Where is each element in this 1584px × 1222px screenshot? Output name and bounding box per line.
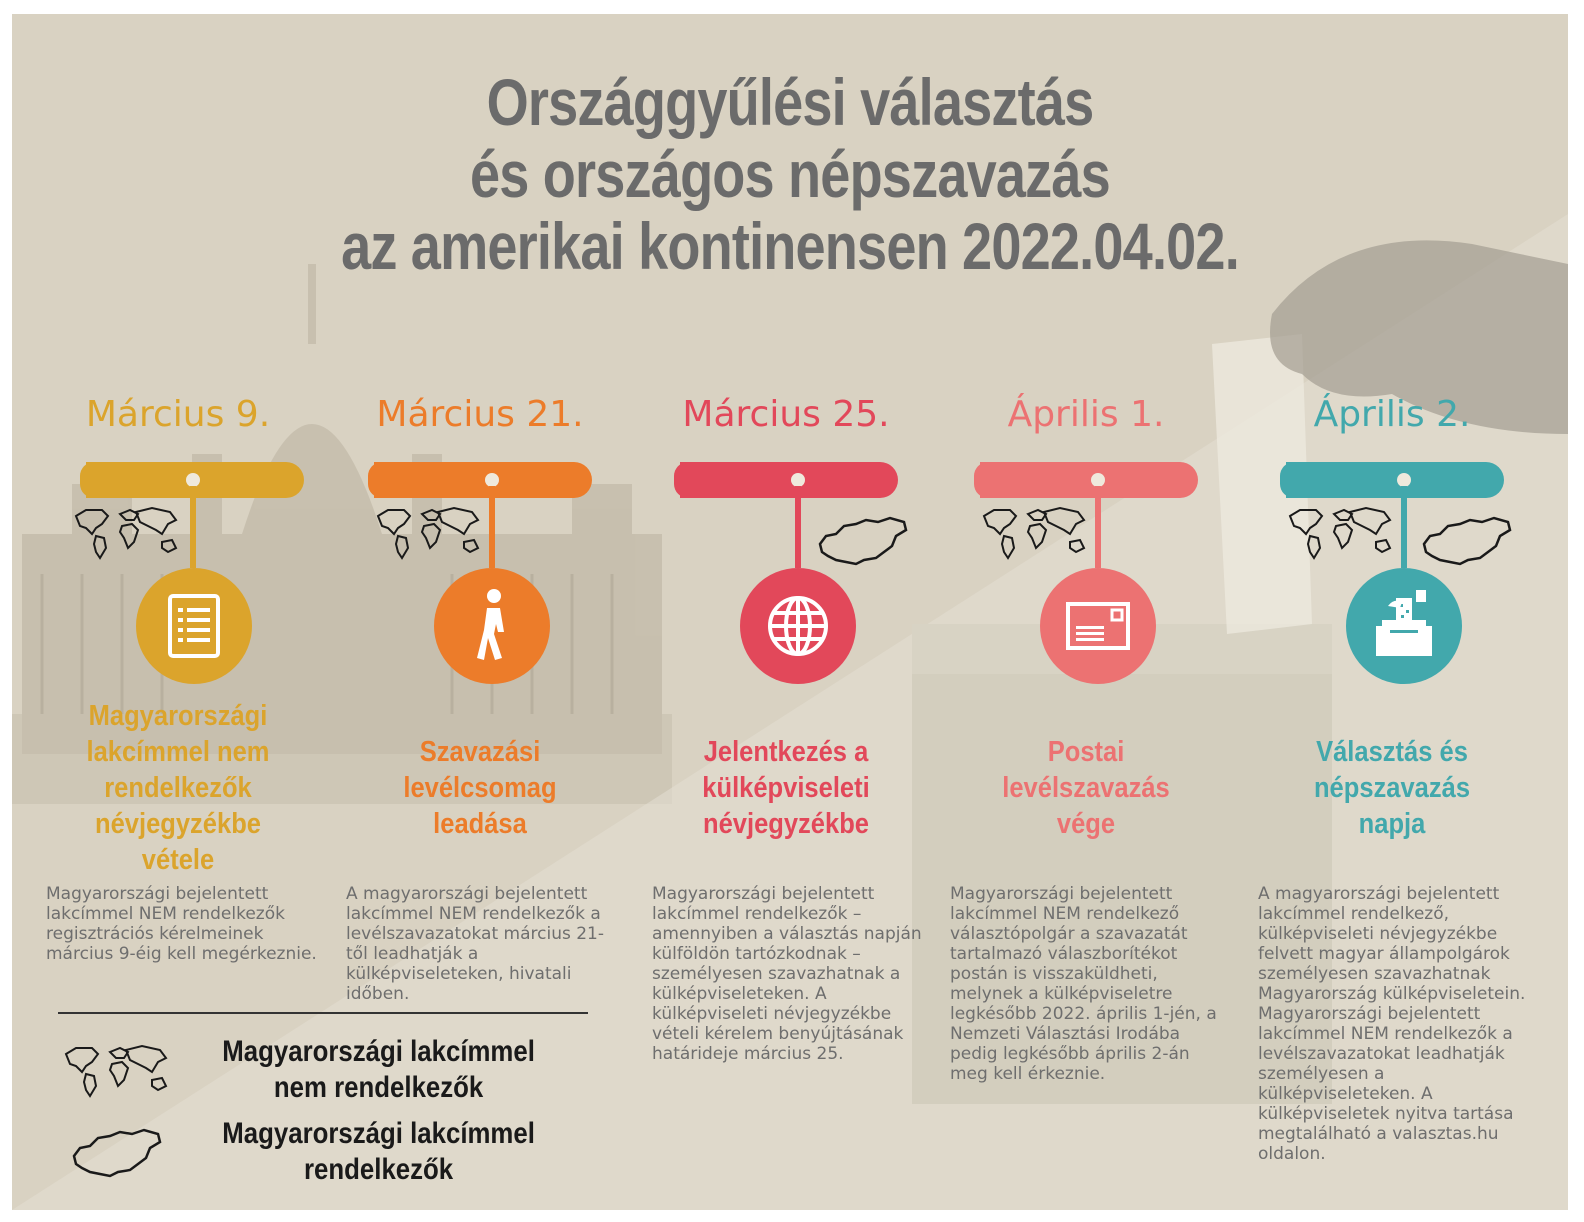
world-map-icon bbox=[980, 504, 1090, 562]
heading-line: vége bbox=[1056, 808, 1116, 840]
envelope-icon bbox=[1040, 568, 1156, 684]
heading-line: Szavazási bbox=[419, 736, 541, 768]
step-description: Magyarországi bejelentett lakcímmel NEM rendelkezők regisztrációs kérelmeinek március 9-éig kell megérkeznie. bbox=[46, 884, 317, 964]
step-heading bbox=[1260, 734, 1524, 842]
heading-line: népszavazás bbox=[1313, 772, 1471, 804]
infographic-canvas bbox=[12, 14, 1568, 1210]
list-document-icon bbox=[136, 568, 252, 684]
ribbon-hole bbox=[791, 473, 805, 487]
world-map-icon bbox=[374, 504, 484, 562]
step-date: Április 2. bbox=[1313, 394, 1471, 435]
hungary-map-icon bbox=[70, 1126, 164, 1180]
step-date: Április 1. bbox=[1007, 394, 1165, 435]
legend-line: nem rendelkezők bbox=[273, 1071, 484, 1104]
hungary-map-icon bbox=[1420, 514, 1514, 568]
timeline-ribbon bbox=[980, 462, 1198, 498]
walking-person-icon bbox=[434, 568, 550, 684]
ribbon-stem bbox=[1095, 486, 1101, 568]
heading-line: rendelkezők bbox=[104, 772, 252, 804]
ribbon-hole bbox=[186, 473, 200, 487]
heading-line: levélszavazás bbox=[1002, 772, 1170, 804]
legend-line: Magyarországi lakcímmel bbox=[222, 1117, 535, 1150]
heading-line: névjegyzékbe bbox=[703, 808, 869, 840]
heading-line: leadása bbox=[433, 808, 527, 840]
step-date: Március 9. bbox=[85, 394, 271, 435]
timeline-ribbon bbox=[680, 462, 898, 498]
legend-hungary-label bbox=[198, 1116, 559, 1188]
step-heading bbox=[46, 698, 310, 878]
step-heading bbox=[654, 734, 918, 842]
heading-line: Jelentkezés a bbox=[703, 736, 869, 768]
step-heading bbox=[954, 734, 1218, 842]
step-icon-circle bbox=[136, 568, 252, 684]
heading-line: névjegyzékbe bbox=[95, 808, 261, 840]
hungary-map-icon bbox=[816, 514, 910, 568]
heading-line: napja bbox=[1358, 808, 1426, 840]
legend-line: rendelkezők bbox=[304, 1153, 454, 1186]
step-description: A magyarországi bejelentett lakcímmel NEM rendelkezők a levélszavazatokat március 21-től leadhatják a külképviseleteken, hivatali időben. bbox=[346, 884, 605, 1004]
ballot-box-icon bbox=[1346, 568, 1462, 684]
step-icon-circle bbox=[740, 568, 856, 684]
ribbon-stem bbox=[190, 486, 196, 568]
world-map-icon bbox=[62, 1042, 172, 1100]
step-description: Magyarországi bejelentett lakcímmel NEM rendelkező választópolgár a szavazatát tartalmazó válaszborítékot postán is visszaküldheti, melynek a külképviseletre legkésőbb 2022. április 1-jén, a Nemzeti Választási Irodába pedig legkésőbb április 2-án meg kell érkeznie. bbox=[950, 884, 1217, 1084]
title-line-3: az amerikai kontinensen 2022.04.02. bbox=[341, 209, 1239, 283]
world-map-icon bbox=[1286, 504, 1396, 562]
step-date: Március 21. bbox=[376, 394, 584, 435]
ribbon-hole bbox=[1091, 473, 1105, 487]
step-description: Magyarországi bejelentett lakcímmel rendelkezők – amennyiben a választás napján külföldön tartózkodnak – személyesen szavazhatnak a külképviseleteken. A külképviseleti névjegyzékbe vételi kérelem benyújtásának határideje március 25. bbox=[652, 884, 922, 1064]
heading-line: levélcsomag bbox=[403, 772, 557, 804]
heading-line: Választás és bbox=[1316, 736, 1468, 768]
step-icon-circle bbox=[1346, 568, 1462, 684]
step-description: A magyarországi bejelentett lakcímmel rendelkező, külképviseleti névjegyzékbe felvett magyar állampolgárok személyesen szavazhatnak Magyarország külképviseletein. Magyarországi bejelentett lakcímmel NEM rendelkezők a levélszavazatokat leadhatják személyesen a külképviseleteken. A külképviseletek nyitva tartása megtalálható a valasztas.hu oldalon. bbox=[1258, 884, 1526, 1164]
globe-icon bbox=[740, 568, 856, 684]
ribbon-stem bbox=[1401, 486, 1407, 568]
step-date: Március 25. bbox=[682, 394, 890, 435]
ribbon-stem bbox=[489, 486, 495, 568]
legend-divider bbox=[58, 1012, 588, 1014]
step-icon-circle bbox=[434, 568, 550, 684]
timeline-ribbon bbox=[1286, 462, 1504, 498]
timeline-ribbon bbox=[374, 462, 592, 498]
page-title bbox=[152, 66, 1428, 282]
title-line-2: és országos népszavazás bbox=[470, 137, 1110, 211]
heading-line: külképviseleti bbox=[702, 772, 870, 804]
ribbon-hole bbox=[1397, 473, 1411, 487]
ribbon-hole bbox=[485, 473, 499, 487]
heading-line: lakcímmel nem bbox=[86, 736, 270, 768]
step-heading bbox=[348, 734, 612, 842]
legend-line: Magyarországi lakcímmel bbox=[222, 1035, 535, 1068]
heading-line: Magyarországi bbox=[88, 700, 268, 732]
world-map-icon bbox=[72, 504, 182, 562]
title-line-1: Országgyűlési választás bbox=[486, 65, 1094, 139]
heading-line: Postai bbox=[1047, 736, 1125, 768]
ribbon-stem bbox=[795, 486, 801, 568]
legend-world-label bbox=[198, 1034, 559, 1106]
heading-line: vétele bbox=[141, 844, 215, 876]
step-icon-circle bbox=[1040, 568, 1156, 684]
